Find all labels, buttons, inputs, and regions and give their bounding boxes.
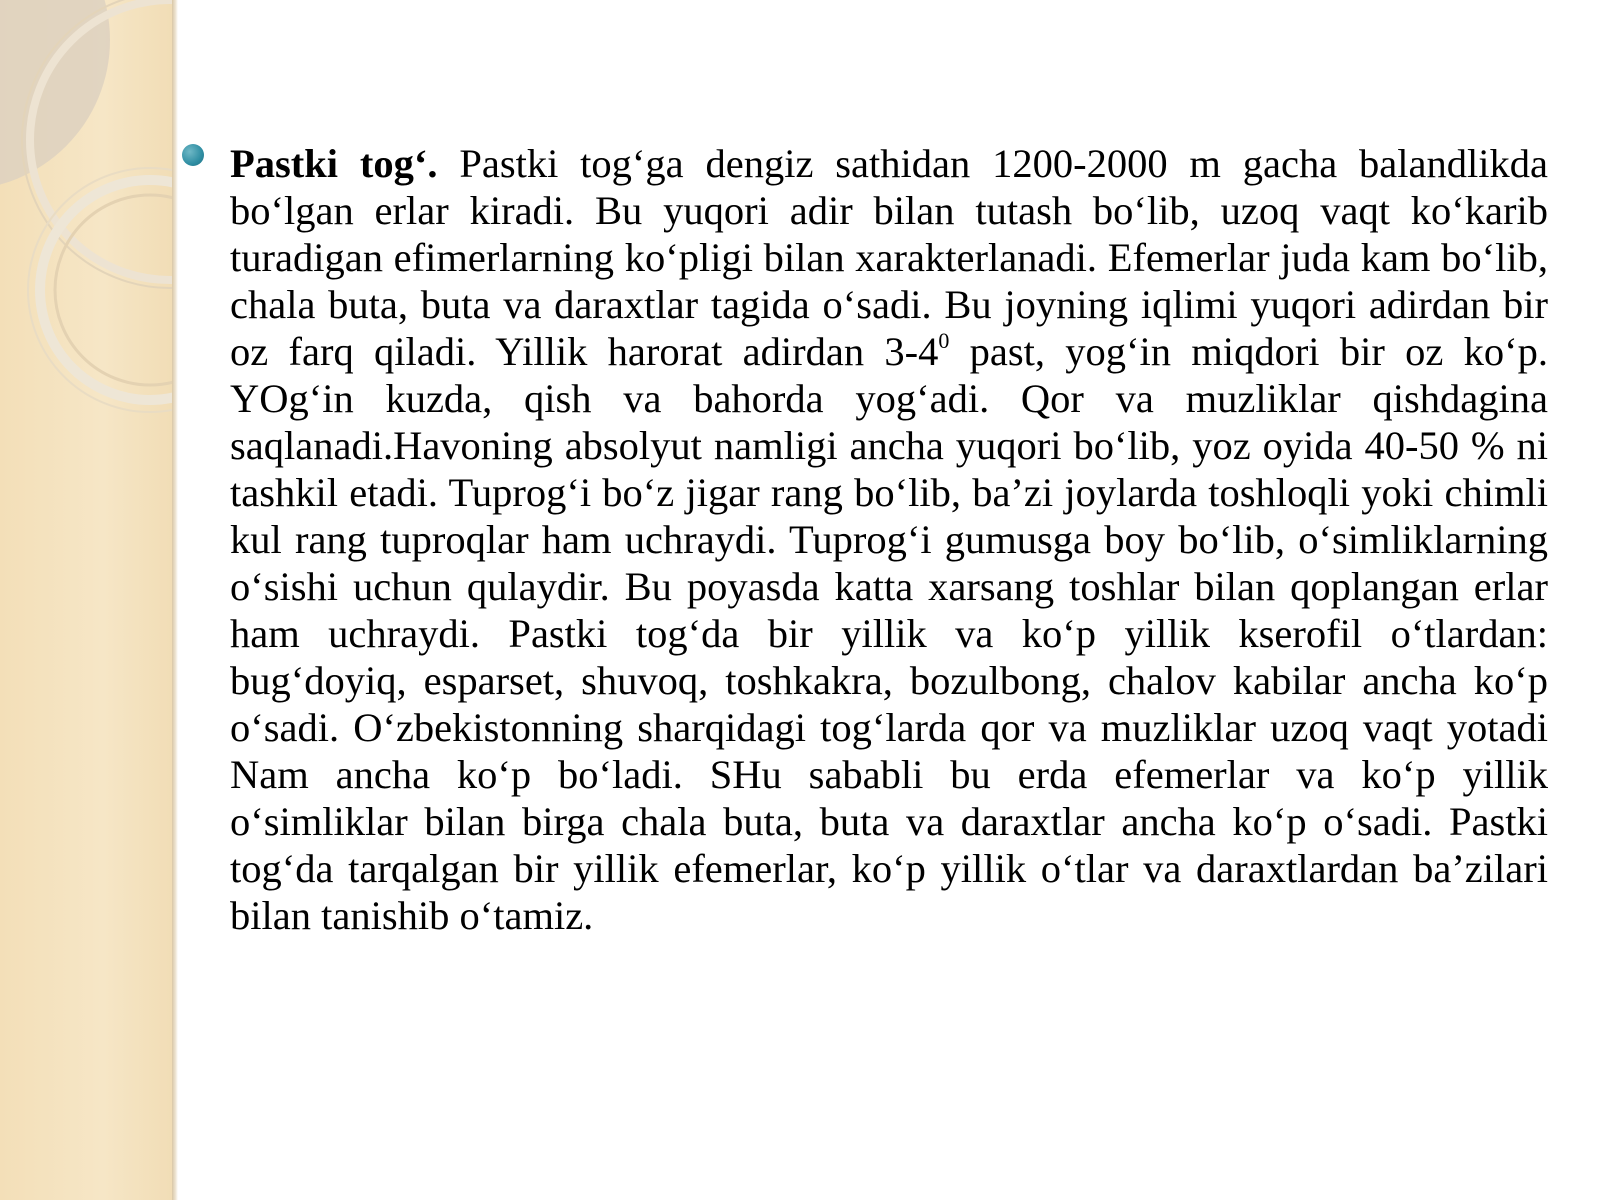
paragraph-text-part2: past, yog‘in miqdori bir oz ko‘p. YOg‘in kuzda, qish va bahorda yog‘adi. Qor va muzliklar qishdagina saqlanadi.Havoning absolyut namligi ancha yuqori bo‘lib, yoz oyida 40-50 % ni tashkil etadi. Tuprog‘i bo‘z jigar rang bo‘lib, ba’zi joylarda toshloqli yoki chimli kul rang tuproqlar ham uchraydi. Tuprog‘i gumusga boy bo‘lib, o‘simliklarning o‘sishi uchun qulaydir. Bu poyasda katta xarsang toshlar bilan qoplangan erlar ham uchraydi. Pastki tog‘da bir yillik va ko‘p yillik kserofil o‘tlardan: bug‘doyiq, esparset, shuvoq, toshkakra, bozulbong, chalov kabilar ancha ko‘p o‘sadi. O‘zbekistonning sharqidagi tog‘larda qor va muzliklar uzoq vaqt yotadi Nam ancha ko‘p bo‘ladi. SHu sababli bu erda efemerlar va ko‘p yillik o‘simliklar bilan birga chala buta, buta va daraxtlar ancha ko‘p o‘sadi. Pastki tog‘da tarqalgan bir yillik efemerlar, ko‘p yillik o‘tlar va daraxtlardan ba’zilari bilan tanishib o‘tamiz. <box>230 329 1548 938</box>
slide-sidebar-decoration <box>0 0 172 1200</box>
sidebar-divider <box>172 0 178 1200</box>
paragraph-lead-heading: Pastki tog‘. <box>230 141 438 186</box>
decorative-rings-icon <box>0 0 172 420</box>
paragraph-text-part1: Pastki tog‘ga dengiz sathidan 1200-2000 m gacha balandlikda bo‘lgan erlar kiradi. Bu yuqori adir bilan tutash bo‘lib, uzoq vaqt ko‘karib turadigan efimerlarning ko‘pligi bilan xarakterlanadi. Efemerlar juda kam bo‘lib, chala buta, buta va daraxtlar tagida o‘sadi. Bu joyning iqlimi yuqori adirdan bir oz farq qiladi. Yillik harorat adirdan 3-4 <box>230 141 1548 374</box>
bullet-dot-icon <box>182 144 204 166</box>
degree-superscript: 0 <box>938 328 950 353</box>
body-paragraph <box>230 140 1548 939</box>
slide-content <box>180 140 1550 1140</box>
